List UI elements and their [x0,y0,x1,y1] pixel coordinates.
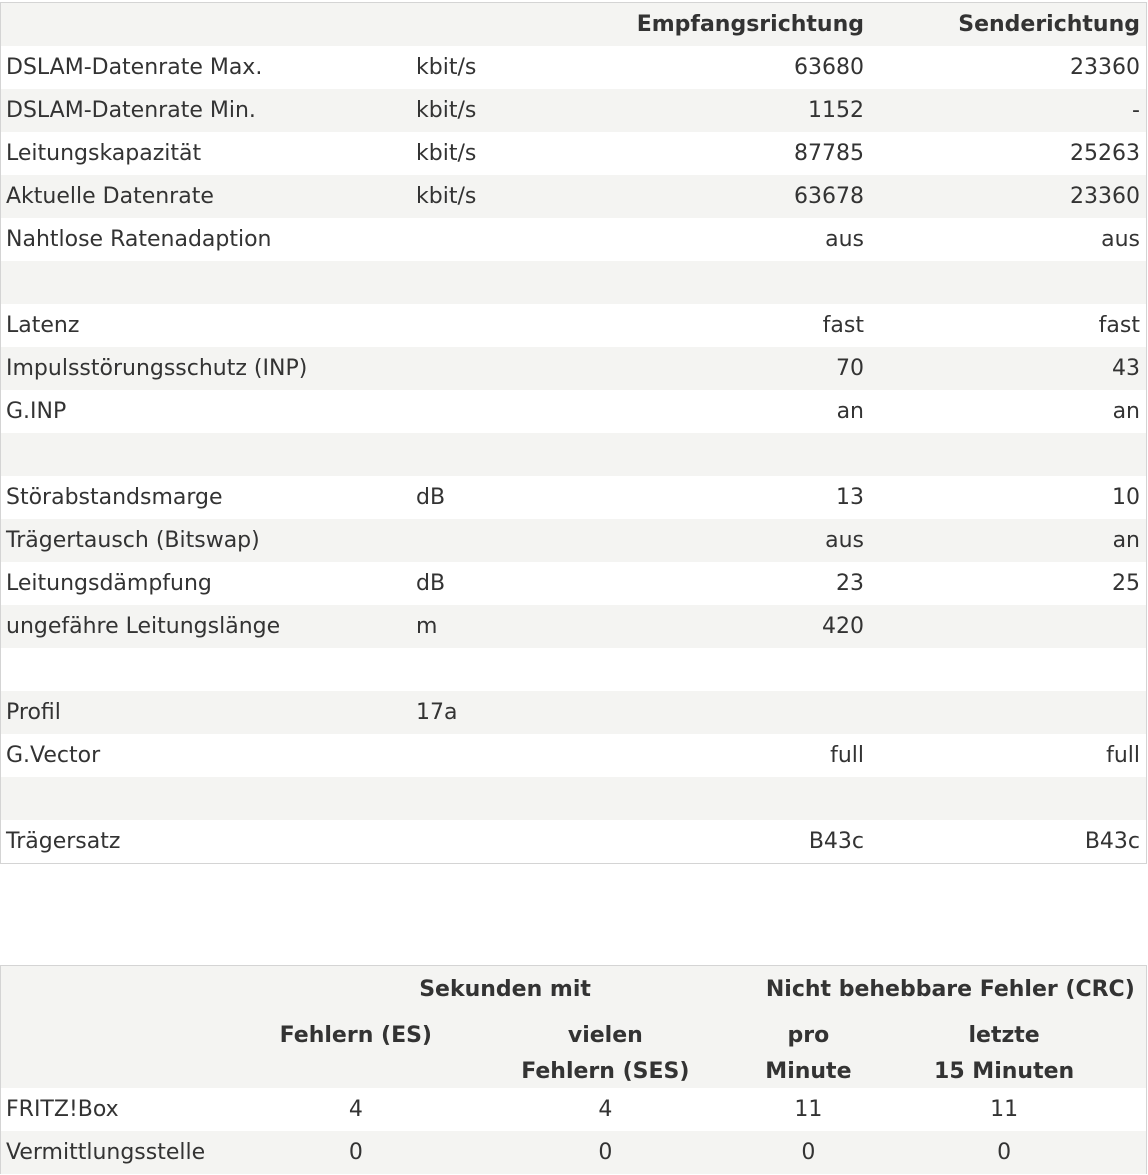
row-upstream-value: 25263 [1070,141,1140,166]
error-statistics-table [0,965,1147,1174]
row-upstream-value: 23360 [1070,184,1140,209]
header-downstream: Empfangsrichtung [636,12,864,37]
table-row [1,605,1146,648]
row-label: Latenz [6,313,80,338]
row-label: Profil [6,700,61,725]
row-upstream-value: 25 [1112,571,1140,596]
row-unit: 17a [416,700,458,725]
table-row [1,132,1146,175]
row-label: Aktuelle Datenrate [6,184,214,209]
row-upstream-value: - [1132,98,1140,123]
col-crc-per-minute [755,1018,863,1090]
row-es: 0 [348,1140,363,1165]
row-label: Trägersatz [6,829,121,854]
row-label: DSLAM-Datenrate Max. [6,55,263,80]
table-row [1,476,1146,519]
row-upstream-value: an [1112,528,1140,553]
row-downstream-value: 63680 [794,55,864,80]
table-row [1,89,1146,132]
table-row [1,777,1146,820]
row-label: Leitungskapazität [6,141,202,166]
row-upstream-value: aus [1101,227,1140,252]
error-table-group-header [1,966,1146,1012]
row-label: Impulsstörungsschutz (INP) [6,356,308,381]
table-row [1,820,1146,863]
row-upstream-value: B43c [1084,829,1140,854]
row-crc-per-minute: 0 [801,1140,816,1165]
row-upstream-value: 10 [1112,485,1140,510]
table-row [1,1088,1146,1131]
row-label: FRITZ!Box [6,1097,119,1122]
row-downstream-value: full [830,743,864,768]
row-downstream-value: 13 [836,485,864,510]
line-table-header [1,3,1146,46]
col-crc-15-line1: letzte [968,1023,1040,1048]
row-label: Leitungsdämpfung [6,571,212,596]
col-crc-last-15 [862,1018,1146,1090]
table-row [1,734,1146,777]
table-row [1,433,1146,476]
error-table-body [1,1088,1146,1174]
row-downstream-value: 63678 [794,184,864,209]
row-crc-last-15: 11 [990,1097,1019,1122]
table-row [1,46,1146,89]
table-row [1,648,1146,691]
dsl-line-table [0,2,1147,864]
row-upstream-value: full [1106,743,1140,768]
row-label: G.Vector [6,743,101,768]
table-row [1,691,1146,734]
row-downstream-value: 23 [836,571,864,596]
col-ses-line1: vielen [567,1023,643,1048]
table-row [1,562,1146,605]
row-downstream-value: 1152 [808,98,864,123]
row-crc-last-15: 0 [997,1140,1012,1165]
col-ses [456,1018,754,1090]
row-upstream-value: 43 [1112,356,1140,381]
group-seconds: Sekunden mit [419,976,591,1002]
row-unit: kbit/s [416,141,477,166]
row-downstream-value: aus [825,528,864,553]
row-upstream-value: an [1112,399,1140,424]
row-ses: 0 [598,1140,613,1165]
col-crc-min-line1: pro [787,1023,830,1048]
table-row [1,175,1146,218]
row-unit: dB [416,485,446,510]
row-label: Trägertausch (Bitswap) [6,528,260,553]
row-downstream-value: 420 [822,614,864,639]
row-unit: dB [416,571,446,596]
col-ses-line2: Fehlern (SES) [521,1059,690,1084]
table-row [1,1131,1146,1174]
row-downstream-value: aus [825,227,864,252]
col-es: Fehlern (ES) [279,1023,432,1048]
row-crc-per-minute: 11 [794,1097,823,1122]
row-label: Nahtlose Ratenadaption [6,227,272,252]
table-row [1,304,1146,347]
row-unit: kbit/s [416,184,477,209]
row-downstream-value: 87785 [794,141,864,166]
table-row [1,390,1146,433]
row-ses: 4 [598,1097,613,1122]
group-crc: Nicht behebbare Fehler (CRC) [765,976,1135,1002]
table-row [1,261,1146,304]
header-upstream: Senderichtung [958,12,1140,37]
row-upstream-value: 23360 [1070,55,1140,80]
row-unit: kbit/s [416,55,477,80]
row-label: DSLAM-Datenrate Min. [6,98,256,123]
row-upstream-value: fast [1098,313,1140,338]
line-table-body [1,46,1146,863]
row-label: Störabstandsmarge [6,485,223,510]
row-unit: kbit/s [416,98,477,123]
row-label: Vermittlungsstelle [6,1140,206,1165]
row-downstream-value: B43c [808,829,864,854]
col-crc-min-line2: Minute [765,1059,852,1084]
col-crc-15-line2: 15 Minuten [934,1059,1075,1084]
table-row [1,519,1146,562]
row-label: G.INP [6,399,67,424]
table-row [1,218,1146,261]
row-downstream-value: 70 [836,356,864,381]
table-row [1,347,1146,390]
error-table-column-header [1,1012,1146,1088]
row-es: 4 [348,1097,363,1122]
row-downstream-value: fast [822,313,864,338]
row-downstream-value: an [836,399,864,424]
row-unit: m [416,614,438,639]
row-label: ungefähre Leitungslänge [6,614,281,639]
